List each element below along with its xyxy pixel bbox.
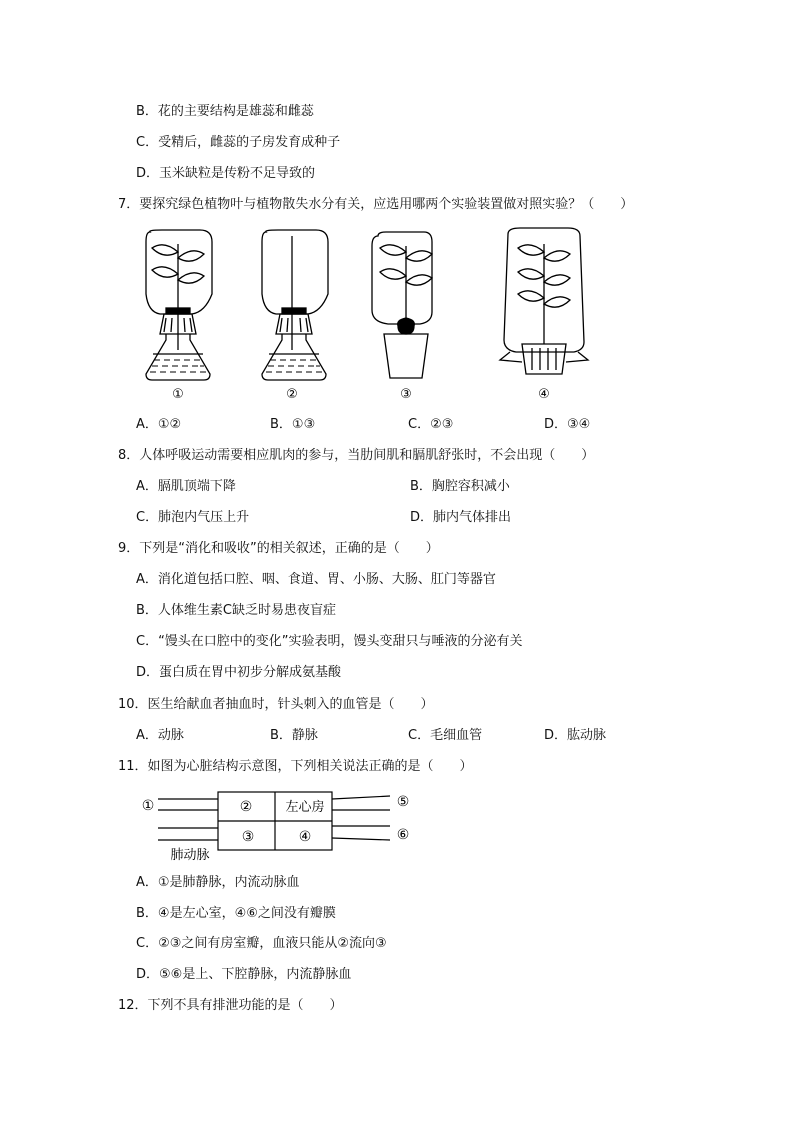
apparatus-2 [262,230,328,380]
apparatus-4-label: ④ [538,387,550,402]
apparatus-4 [500,228,588,374]
q9-option-b: B．人体维生素C缺乏时易患夜盲症 [136,603,336,618]
heart-label-5: ⑤ [396,794,410,810]
heart-label-4: ④ [298,829,312,845]
heart-label-6: ⑥ [396,827,410,843]
heart-label-pulmonary-artery: 肺动脉 [170,848,210,863]
q10-option-a: A．动脉 [136,728,184,743]
apparatus-3 [372,232,432,378]
q7-apparatus-figure [0,222,794,412]
q7-stem: 7．要探究绿色植物叶与植物散失水分有关，应选用哪两个实验装置做对照实验？（ ） [118,197,634,212]
q12-stem: 12．下列不具有排泄功能的是（ ） [118,998,343,1013]
heart-label-2: ② [239,799,253,815]
heart-label-3: ③ [241,829,255,845]
q8-option-c: C．肺泡内气压上升 [136,510,250,525]
q6-option-d: D．玉米缺粒是传粉不足导致的 [136,166,316,181]
q8-stem: 8．人体呼吸运动需要相应肌肉的参与，当肋间肌和膈肌舒张时，不会出现（ ） [118,448,595,463]
q11-stem: 11．如图为心脏结构示意图，下列相关说法正确的是（ ） [118,759,473,774]
apparatus-1 [146,230,212,380]
q8-option-d: D．肺内气体排出 [410,510,512,525]
q11-option-d: D．⑤⑥是上、下腔静脉，内流静脉血 [136,967,352,982]
apparatus-1-label: ① [172,387,184,402]
q11-option-c: C．②③之间有房室瓣，血液只能从②流向③ [136,936,387,951]
q11-option-a: A．①是肺静脉，内流动脉血 [136,875,300,890]
heart-label-1: ① [141,798,155,814]
q10-stem: 10．医生给献血者抽血时，针头刺入的血管是（ ） [118,697,434,712]
q9-option-d: D．蛋白质在胃中初步分解成氨基酸 [136,665,342,680]
q9-option-a: A．消化道包括口腔、咽、食道、胃、小肠、大肠、肛门等器官 [136,572,496,587]
q7-option-d: D．③④ [544,417,591,432]
q9-stem: 9．下列是“消化和吸收”的相关叙述，正确的是（ ） [118,541,439,556]
q8-option-a: A．膈肌顶端下降 [136,479,236,494]
q6-option-c: C．受精后，雌蕊的子房发育成种子 [136,135,341,150]
q7-option-b: B．①③ [270,417,316,432]
q6-option-b: B．花的主要结构是雄蕊和雌蕊 [136,104,314,119]
q11-heart-diagram [0,786,794,866]
apparatus-3-label: ③ [400,387,412,402]
q7-option-a: A．①② [136,417,182,432]
q10-option-c: C．毛细血管 [408,728,483,743]
q8-option-b: B．胸腔容积减小 [410,479,510,494]
q10-option-b: B．静脉 [270,728,318,743]
q11-option-b: B．④是左心室，④⑥之间没有瓣膜 [136,906,336,921]
q10-option-d: D．肱动脉 [544,728,607,743]
heart-label-left-atrium: 左心房 [285,800,325,815]
q7-option-c: C．②③ [408,417,454,432]
apparatus-2-label: ② [286,387,298,402]
q9-option-c: C．“馒头在口腔中的变化”实验表明，馒头变甜只与唾液的分泌有关 [136,634,523,649]
